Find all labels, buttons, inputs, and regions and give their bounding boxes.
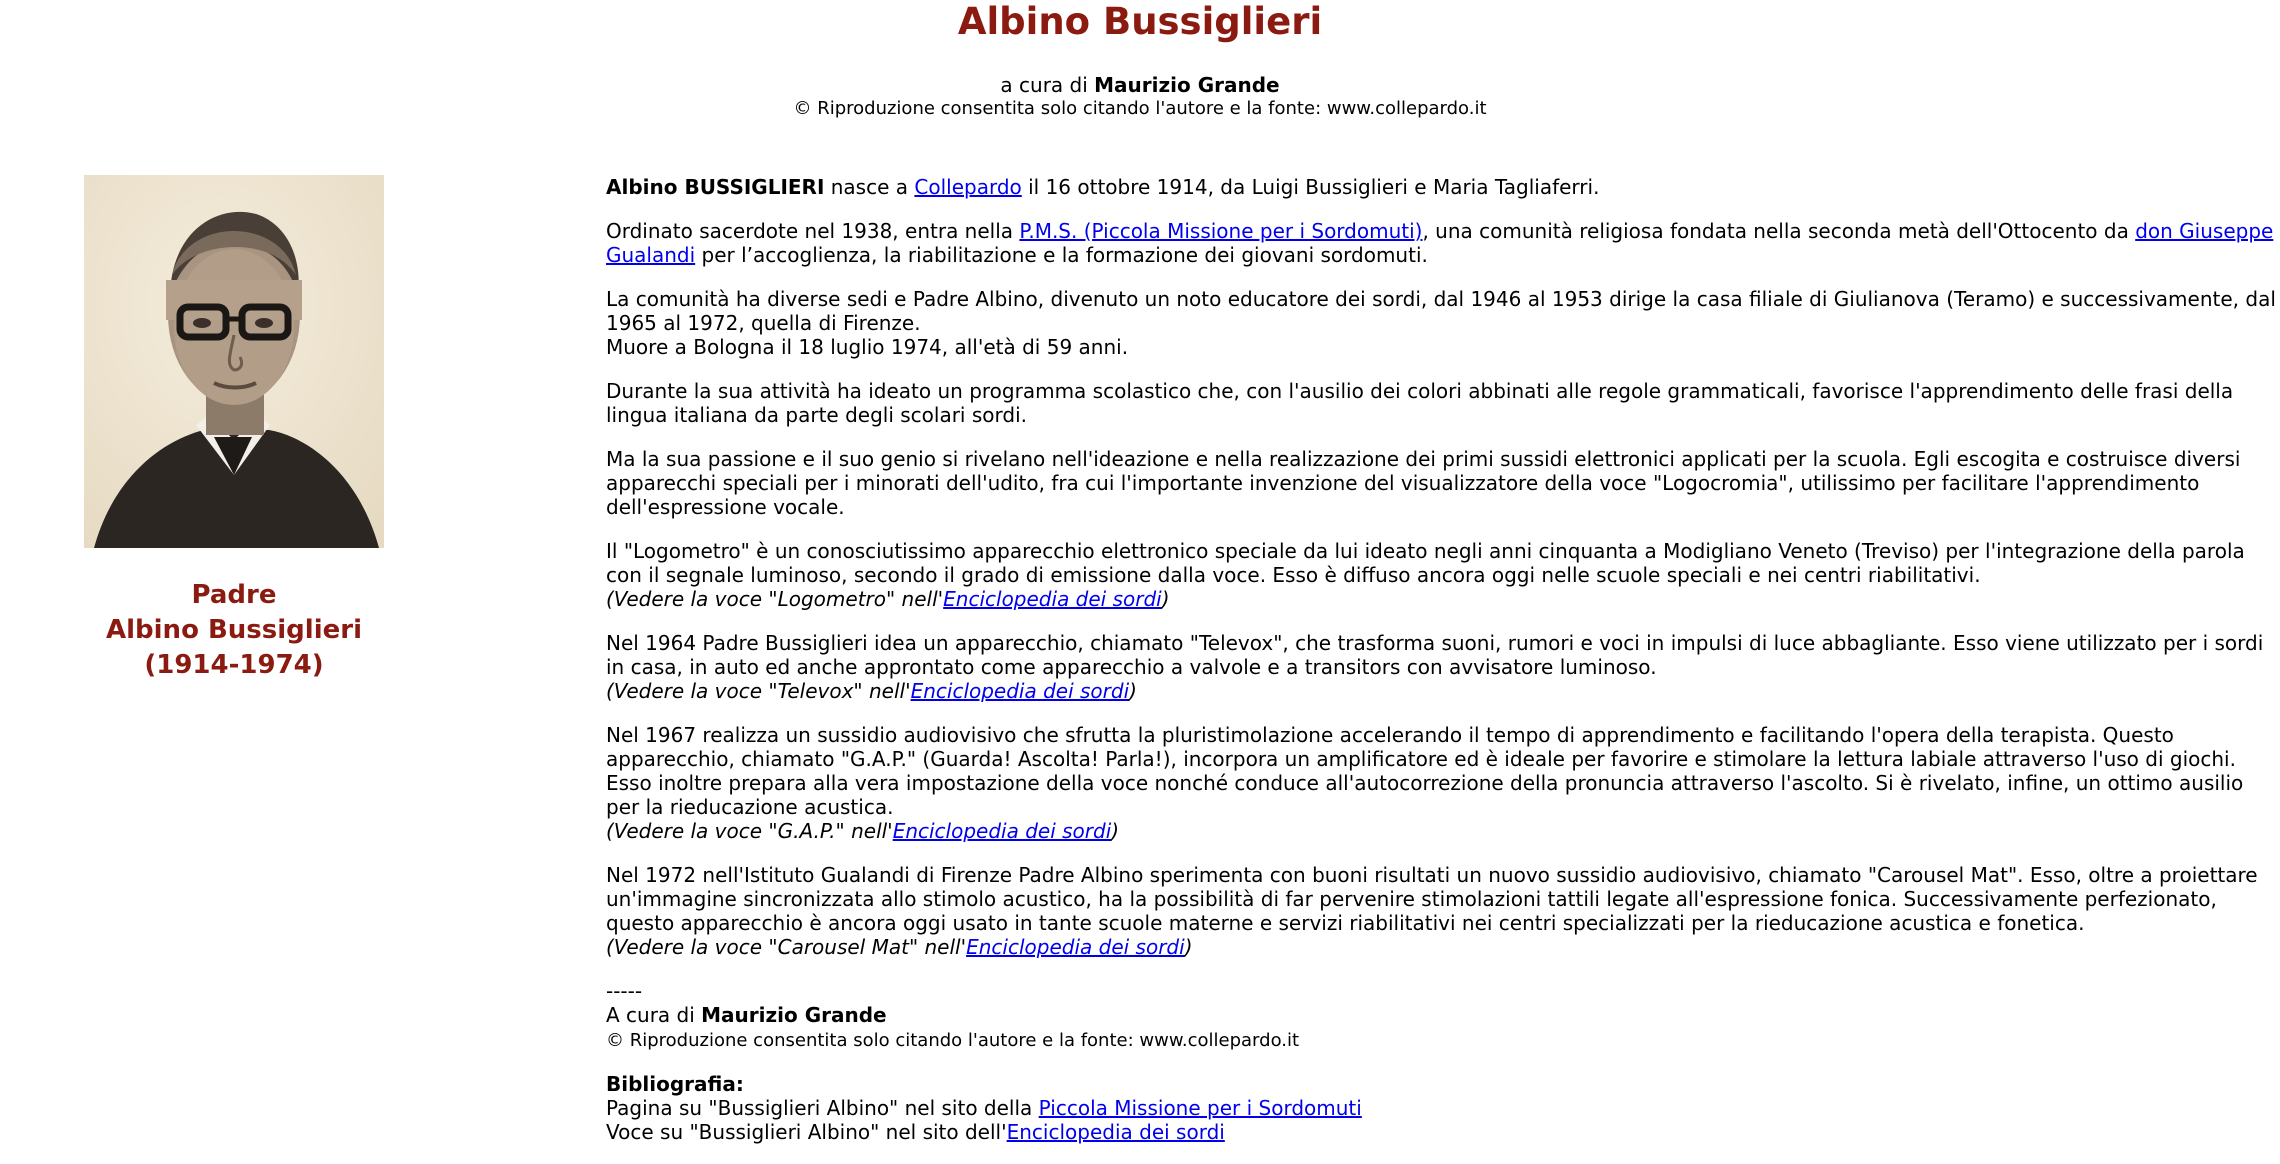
reference-note: [606, 679, 1137, 703]
text-span: ): [1184, 935, 1193, 959]
text-span: ): [1111, 819, 1120, 843]
text-span: Ordinato sacerdote nel 1938, entra nella: [606, 219, 1020, 243]
link-enciclopedia[interactable]: Enciclopedia dei sordi: [966, 935, 1185, 959]
text-span: Pagina su "Bussiglieri Albino" nel sito della: [606, 1096, 1039, 1120]
text-span: Nel 1972 nell'Istituto Gualandi di Firenze Padre Albino sperimenta con buoni risultati un nuovo sussidio audiovisivo, chiamato "Carousel Mat". Esso, oltre a proiettare un'immagine sincronizzata allo stimolo acustico, ha la possibilità di far pervenire stimolazioni tattili legate all'espressione fonica. Successivamente perfezionato, questo apparecchio è ancora oggi usato in tante scuole materne e servizi riabilitativi nei centri specializzati per la rieducazione acustica e fonetica.: [606, 863, 2258, 935]
text-span: nasce a: [824, 175, 915, 199]
paragraph-carousel-mat: [606, 863, 2278, 959]
link-gualandi[interactable]: don Giuseppe Gualandi: [606, 219, 2274, 267]
footer-credits: [606, 979, 2278, 1052]
copyright-notice: © Riproduzione consentita solo citando l'autore e la fonte: www.collepardo.it: [606, 1030, 1300, 1051]
link-enciclopedia[interactable]: Enciclopedia dei sordi: [943, 587, 1162, 611]
bibliography: [606, 1072, 2278, 1144]
caption-name: Albino Bussiglieri: [106, 615, 362, 645]
link-collepardo[interactable]: Collepardo: [914, 175, 1022, 199]
link-enciclopedia[interactable]: Enciclopedia dei sordi: [1006, 1120, 1225, 1144]
link-enciclopedia[interactable]: Enciclopedia dei sordi: [892, 819, 1112, 843]
text-span: Muore a Bologna il 18 luglio 1974, all'età di 59 anni.: [606, 335, 1129, 359]
text-span: ): [1129, 679, 1137, 703]
text-span: per l’accoglienza, la riabilitazione e la formazione dei giovani sordomuti.: [695, 243, 1428, 267]
text-span: Il "Logometro" è un conosciutissimo apparecchio elettronico speciale da lui ideato negli anni cinquanta a Modigliano Veneto (Treviso) per l'integrazione della parola con il segnale luminoso, secondo il grado di emissione dalla voce. Esso è diffuso ancora oggi nelle scuole speciali e nei centri riabilitativi.: [606, 539, 2245, 587]
paragraph-televox: [606, 631, 2278, 703]
paragraph-birth: [606, 175, 2278, 199]
portrait-photo: [84, 175, 384, 548]
curator-line: [0, 73, 2280, 97]
reference-note: [606, 587, 1170, 611]
portrait-caption: [84, 578, 384, 683]
reference-note: [606, 819, 1119, 843]
curator-name: Maurizio Grande: [701, 1003, 887, 1027]
paragraph-school-program: Durante la sua attività ha ideato un programma scolastico che, con l'ausilio dei colori abbinati alle regole grammaticali, favorisce l'apprendimento delle frasi della lingua italiana da parte degli scolari sordi.: [606, 379, 2234, 427]
reference-note: [606, 935, 1193, 959]
paragraph-gap: [606, 723, 2278, 843]
page-title: Albino Bussiglieri: [957, 0, 1323, 43]
link-enciclopedia[interactable]: Enciclopedia dei sordi: [910, 679, 1130, 703]
caption-title: Padre: [191, 580, 277, 610]
text-span: (Vedere la voce "Televox" nell': [606, 679, 911, 703]
separator: -----: [606, 979, 643, 1003]
caption-dates: (1914-1974): [144, 650, 324, 680]
copyright-notice: © Riproduzione consentita solo citando l'autore e la fonte: www.collepardo.it: [793, 98, 1487, 119]
curator-name: Maurizio Grande: [1094, 73, 1280, 97]
paragraph-inventions: Ma la sua passione e il suo genio si rivelano nell'ideazione e nella realizzazione dei primi sussidi elettronici applicati per la scuola. Egli escogita e costruisce diversi apparecchi speciali per i minorati dell'udito, fra cui l'importante invenzione del visualizzatore della voce "Logocromia", utilissimo per facilitare l'apprendimento dell'espressione vocale.: [606, 447, 2241, 519]
text-span: (Vedere la voce "Logometro" nell': [606, 587, 944, 611]
page-header: [0, 0, 2280, 120]
text-span: Nel 1964 Padre Bussiglieri idea un apparecchio, chiamato "Televox", che trasforma suoni, rumori e voci in impulsi di luce abbagliante. Esso viene utilizzato per i sordi in casa, in auto ed anche approntato come apparecchio a valvole e a transitors con avvisatore luminoso.: [606, 631, 2264, 679]
text-span: (Vedere la voce "G.A.P." nell': [606, 819, 893, 843]
biography-text: [606, 175, 2278, 1164]
curator-prefix: a cura di: [1000, 73, 1088, 97]
paragraph-community: [606, 287, 2278, 359]
text-span: ): [1161, 587, 1170, 611]
subject-name: Albino BUSSIGLIERI: [606, 175, 825, 199]
text-span: La comunità ha diverse sedi e Padre Albino, divenuto un noto educatore dei sordi, dal 1946 al 1953 dirige la casa filiale di Giulianova (Teramo) e successivamente, dal 1965 al 1972, quella di Firenze.: [606, 287, 2276, 335]
portrait-column: [84, 175, 384, 683]
link-piccola-missione[interactable]: Piccola Missione per i Sordomuti: [1038, 1096, 1362, 1120]
text-span: Voce su "Bussiglieri Albino" nel sito dell': [606, 1120, 1007, 1144]
text-span: Nel 1967 realizza un sussidio audiovisivo che sfrutta la pluristimolazione accelerando il tempo di apprendimento e facilitando l'opera della terapista. Questo apparecchio, chiamato "G.A.P." (Guarda! Ascolta! Parla!), incorpora un amplificatore ed è ideale per favorire e stimolare la lettura labiale attraverso l'uso di giochi. Esso inoltre prepara alla vera impostazione della voce nonché conduce all'autocorrezione della pronuncia attraverso l'ascolto. Si è rivelato, infine, un ottimo ausilio per la rieducazione acustica.: [606, 723, 2244, 819]
priest-portrait-image: [84, 175, 384, 548]
paragraph-logometro: [606, 539, 2278, 611]
text-span: , una comunità religiosa fondata nella seconda metà dell'Ottocento da: [1422, 219, 2136, 243]
text-span: il 16 ottobre 1914, da Luigi Bussiglieri e Maria Tagliaferri.: [1021, 175, 1600, 199]
text-span: (Vedere la voce "Carousel Mat" nell': [606, 935, 967, 959]
link-pms[interactable]: P.M.S. (Piccola Missione per i Sordomuti): [1019, 219, 1423, 243]
bibliography-heading: Bibliografia:: [606, 1072, 744, 1096]
text-span: A cura di: [606, 1003, 702, 1027]
paragraph-ordination: [606, 219, 2278, 267]
